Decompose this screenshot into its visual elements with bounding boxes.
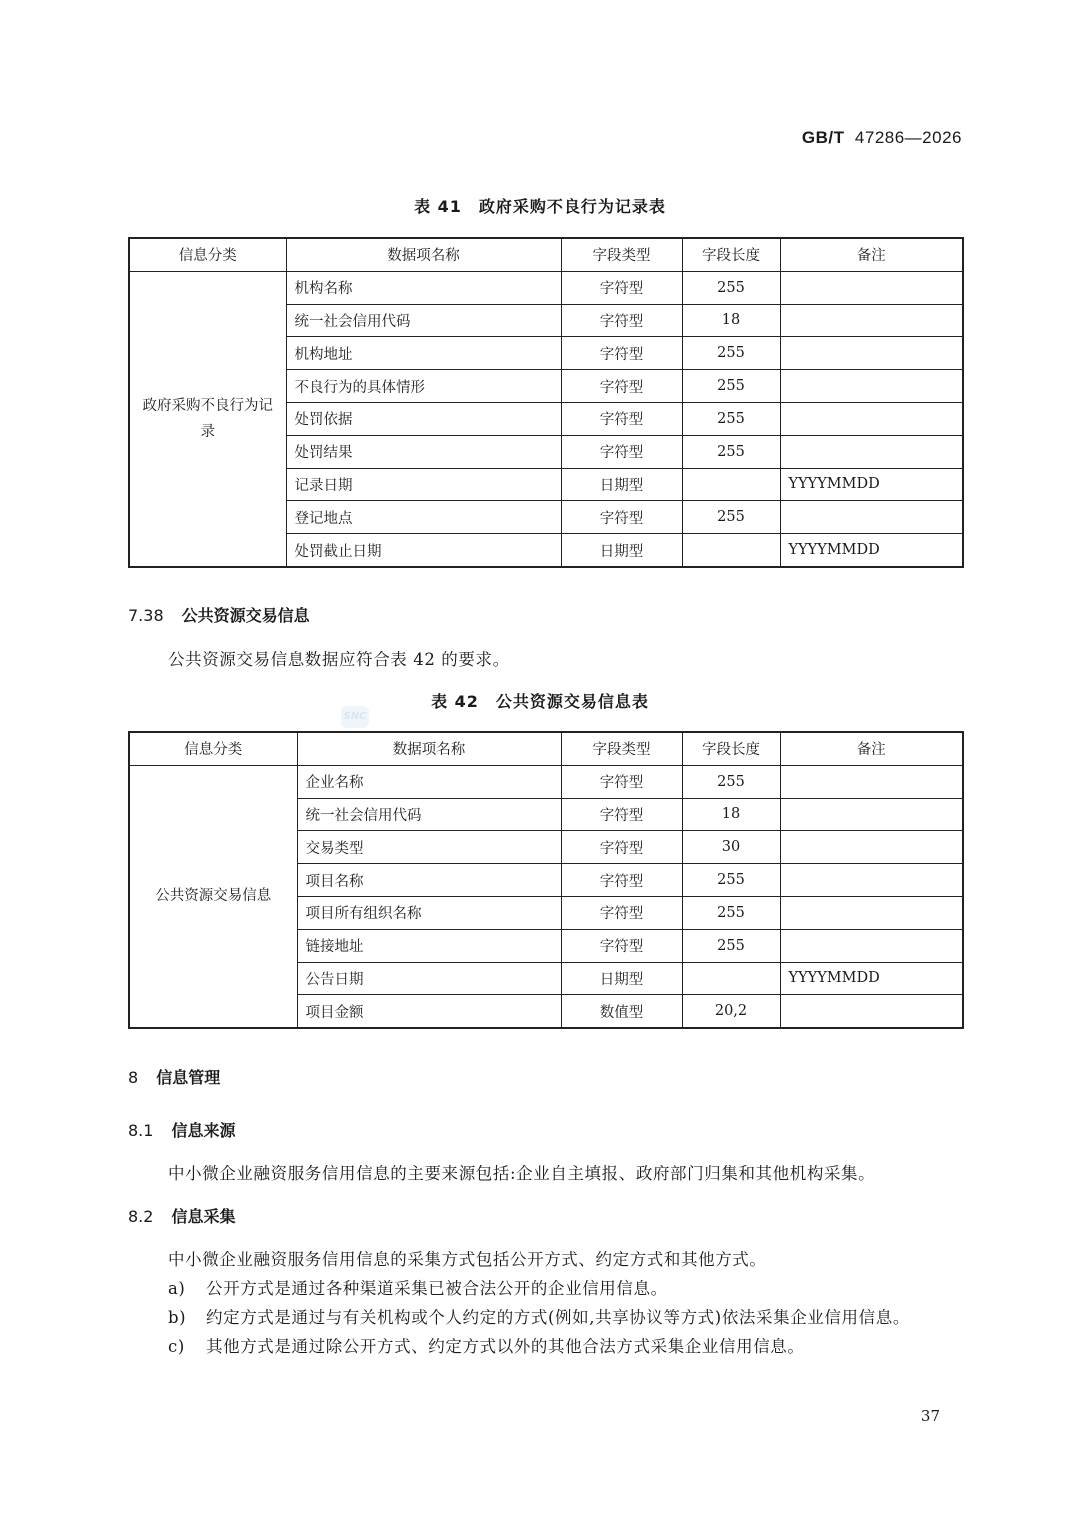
section-8-2-paragraph: 中小微企业融资服务信用信息的采集方式包括公开方式、约定方式和其他方式。 bbox=[168, 1250, 767, 1269]
table-header-row bbox=[129, 238, 963, 271]
note-cell bbox=[780, 271, 963, 304]
list-item-text: 公开方式是通过各种渠道采集已被合法公开的企业信用信息。 bbox=[206, 1279, 668, 1298]
list-marker: c) bbox=[168, 1337, 185, 1356]
column-header: 字段类型 bbox=[561, 732, 682, 765]
field-type-cell: 字符型 bbox=[561, 864, 682, 897]
field-length-cell: 255 bbox=[682, 337, 780, 370]
field-name-cell: 统一社会信用代码 bbox=[297, 798, 561, 831]
note-cell bbox=[780, 929, 963, 962]
note-cell bbox=[780, 304, 963, 337]
field-type-cell: 字符型 bbox=[561, 337, 682, 370]
field-type-cell: 字符型 bbox=[561, 402, 682, 435]
watermark-logo: SNC bbox=[341, 706, 369, 728]
field-name-cell: 不良行为的具体情形 bbox=[286, 370, 561, 403]
column-header: 数据项名称 bbox=[286, 238, 561, 271]
section-8-heading bbox=[128, 1065, 220, 1088]
field-length-cell bbox=[682, 468, 780, 501]
field-type-cell: 字符型 bbox=[561, 370, 682, 403]
list-item-text: 约定方式是通过与有关机构或个人约定的方式(例如,共享协议等方式)依法采集企业信用信息。 bbox=[206, 1308, 910, 1327]
field-length-cell: 255 bbox=[682, 896, 780, 929]
list-item-text: 其他方式是通过除公开方式、约定方式以外的其他合法方式采集企业信用信息。 bbox=[206, 1337, 805, 1356]
field-name-cell: 处罚结果 bbox=[286, 435, 561, 468]
section-number: 7.38 bbox=[128, 606, 164, 625]
field-name-cell: 记录日期 bbox=[286, 468, 561, 501]
section-8-1-heading bbox=[128, 1118, 235, 1141]
column-header: 字段长度 bbox=[682, 732, 780, 765]
field-type-cell: 字符型 bbox=[561, 271, 682, 304]
note-cell bbox=[780, 765, 963, 798]
note-cell: YYYYMMDD bbox=[780, 534, 963, 567]
section-number: 8.2 bbox=[128, 1207, 154, 1226]
field-length-cell: 255 bbox=[682, 864, 780, 897]
list-item-a bbox=[168, 1275, 668, 1299]
field-type-cell: 字符型 bbox=[561, 501, 682, 534]
field-name-cell: 链接地址 bbox=[297, 929, 561, 962]
field-name-cell: 统一社会信用代码 bbox=[286, 304, 561, 337]
field-name-cell: 处罚截止日期 bbox=[286, 534, 561, 567]
field-name-cell: 项目名称 bbox=[297, 864, 561, 897]
standard-code bbox=[802, 128, 962, 148]
standard-code-number: 47286—2026 bbox=[854, 128, 962, 147]
section-7-38-paragraph: 公共资源交易信息数据应符合表 42 的要求。 bbox=[168, 650, 510, 669]
field-name-cell: 登记地点 bbox=[286, 501, 561, 534]
note-cell: YYYYMMDD bbox=[780, 468, 963, 501]
list-marker: a) bbox=[168, 1279, 186, 1298]
note-cell bbox=[780, 995, 963, 1028]
field-length-cell: 255 bbox=[682, 501, 780, 534]
section-8-1-paragraph: 中小微企业融资服务信用信息的主要来源包括:企业自主填报、政府部门归集和其他机构采集。 bbox=[168, 1164, 876, 1183]
table-42 bbox=[128, 731, 964, 1029]
section-number: 8 bbox=[128, 1068, 139, 1087]
section-title: 信息来源 bbox=[171, 1121, 236, 1140]
table-header-row bbox=[129, 732, 963, 765]
note-cell: YYYYMMDD bbox=[780, 962, 963, 995]
field-length-cell: 20,2 bbox=[682, 995, 780, 1028]
section-number: 8.1 bbox=[128, 1121, 154, 1140]
column-header: 数据项名称 bbox=[297, 732, 561, 765]
note-cell bbox=[780, 435, 963, 468]
column-header: 信息分类 bbox=[129, 732, 297, 765]
field-type-cell: 日期型 bbox=[561, 468, 682, 501]
column-header: 字段长度 bbox=[682, 238, 780, 271]
field-name-cell: 交易类型 bbox=[297, 831, 561, 864]
field-length-cell: 255 bbox=[682, 765, 780, 798]
standard-code-prefix: GB/T bbox=[801, 128, 845, 147]
field-type-cell: 日期型 bbox=[561, 962, 682, 995]
column-header: 备注 bbox=[780, 238, 963, 271]
field-length-cell: 18 bbox=[682, 798, 780, 831]
note-cell bbox=[780, 402, 963, 435]
field-type-cell: 字符型 bbox=[561, 896, 682, 929]
field-length-cell: 255 bbox=[682, 402, 780, 435]
field-type-cell: 日期型 bbox=[561, 534, 682, 567]
field-type-cell: 字符型 bbox=[561, 765, 682, 798]
field-type-cell: 字符型 bbox=[561, 798, 682, 831]
section-7-38-heading bbox=[128, 603, 310, 626]
table-42-caption: 表 42 公共资源交易信息表 bbox=[431, 692, 649, 711]
section-title: 公共资源交易信息 bbox=[181, 606, 310, 625]
column-header: 字段类型 bbox=[561, 238, 682, 271]
field-name-cell: 项目所有组织名称 bbox=[297, 896, 561, 929]
field-length-cell: 255 bbox=[682, 271, 780, 304]
note-cell bbox=[780, 831, 963, 864]
field-length-cell: 255 bbox=[682, 370, 780, 403]
field-name-cell: 公告日期 bbox=[297, 962, 561, 995]
field-length-cell: 255 bbox=[682, 435, 780, 468]
category-cell: 政府采购不良行为记录 bbox=[129, 271, 286, 567]
table-row bbox=[129, 271, 963, 304]
field-name-cell: 机构地址 bbox=[286, 337, 561, 370]
field-name-cell: 企业名称 bbox=[297, 765, 561, 798]
category-cell: 公共资源交易信息 bbox=[129, 765, 297, 1028]
page-number: 37 bbox=[920, 1407, 940, 1425]
section-title: 信息管理 bbox=[156, 1068, 221, 1087]
section-8-2-heading bbox=[128, 1204, 235, 1227]
field-type-cell: 字符型 bbox=[561, 831, 682, 864]
list-item-c bbox=[168, 1333, 805, 1357]
section-title: 信息采集 bbox=[171, 1207, 236, 1226]
field-name-cell: 项目金额 bbox=[297, 995, 561, 1028]
field-length-cell: 30 bbox=[682, 831, 780, 864]
field-type-cell: 字符型 bbox=[561, 304, 682, 337]
field-type-cell: 数值型 bbox=[561, 995, 682, 1028]
field-name-cell: 机构名称 bbox=[286, 271, 561, 304]
table-row bbox=[129, 765, 963, 798]
field-length-cell: 255 bbox=[682, 929, 780, 962]
note-cell bbox=[780, 896, 963, 929]
field-type-cell: 字符型 bbox=[561, 929, 682, 962]
note-cell bbox=[780, 798, 963, 831]
field-length-cell: 18 bbox=[682, 304, 780, 337]
note-cell bbox=[780, 501, 963, 534]
column-header: 信息分类 bbox=[129, 238, 286, 271]
field-name-cell: 处罚依据 bbox=[286, 402, 561, 435]
list-marker: b) bbox=[168, 1308, 187, 1327]
list-item-b bbox=[168, 1304, 910, 1328]
note-cell bbox=[780, 864, 963, 897]
table-41 bbox=[128, 237, 964, 568]
field-length-cell bbox=[682, 534, 780, 567]
note-cell bbox=[780, 337, 963, 370]
table-41-caption: 表 41 政府采购不良行为记录表 bbox=[414, 197, 666, 216]
field-type-cell: 字符型 bbox=[561, 435, 682, 468]
column-header: 备注 bbox=[780, 732, 963, 765]
field-length-cell bbox=[682, 962, 780, 995]
note-cell bbox=[780, 370, 963, 403]
